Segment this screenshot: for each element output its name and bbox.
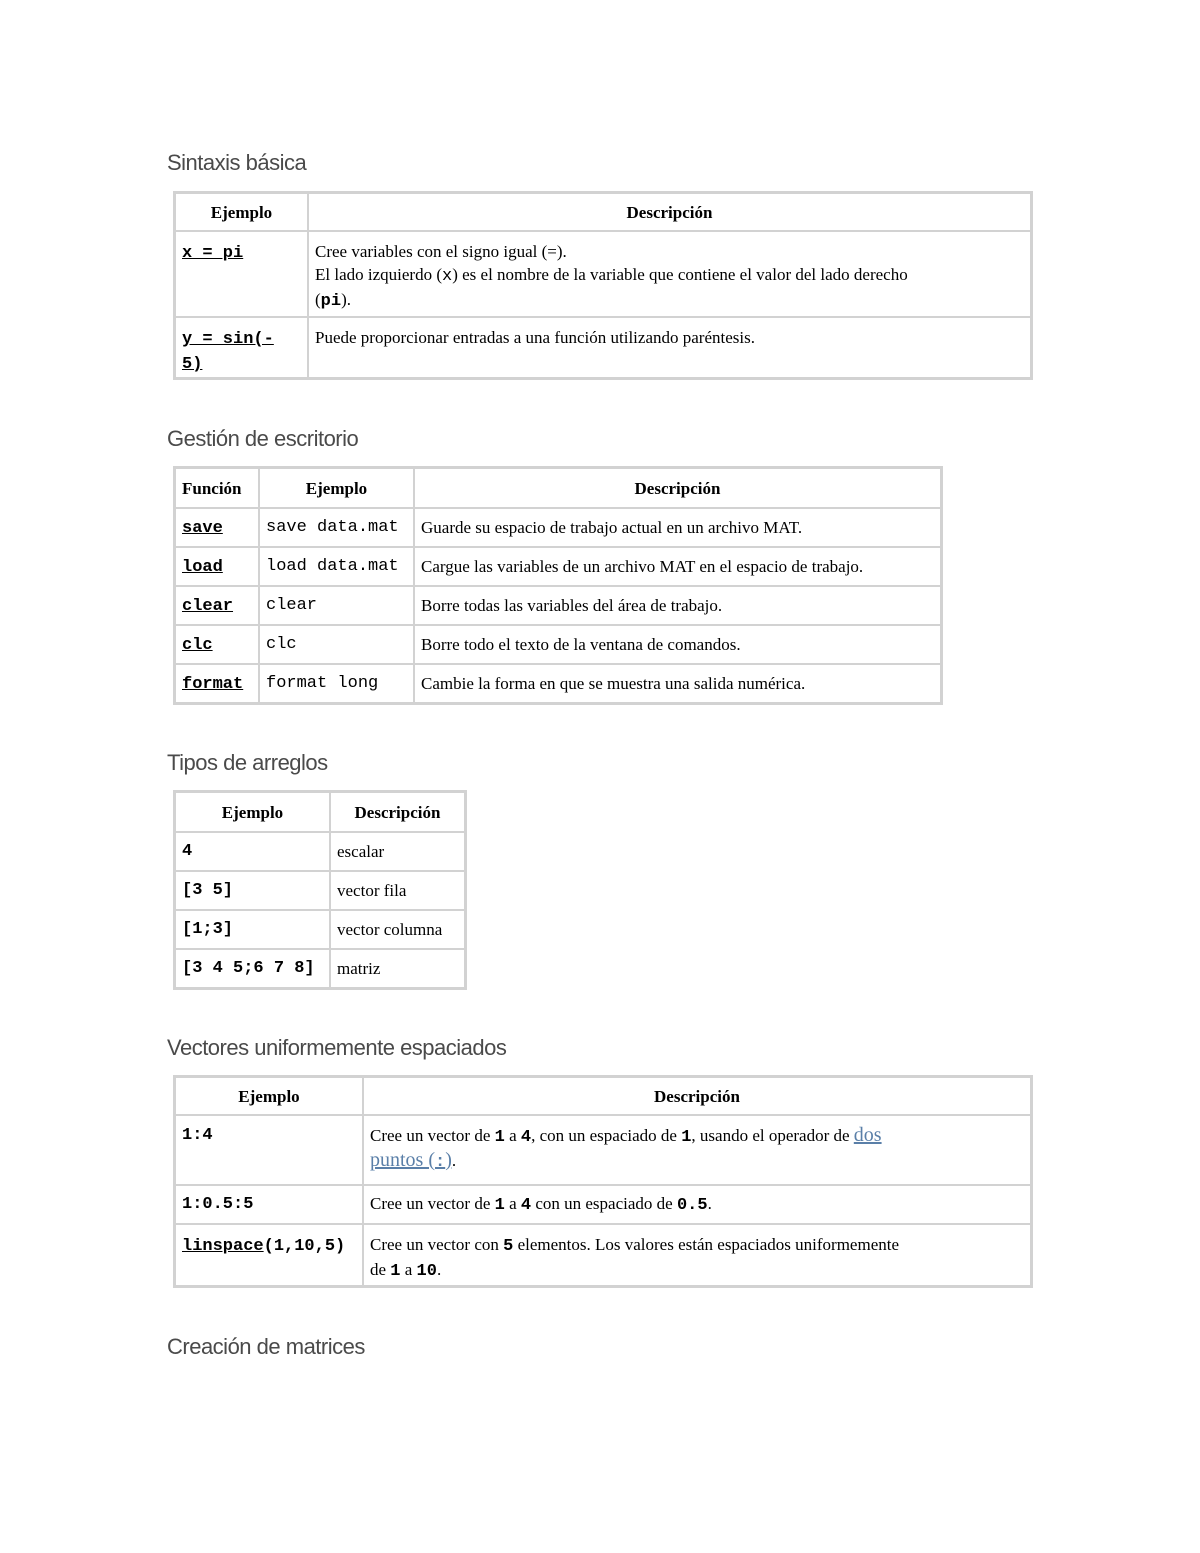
- description-cell: Cargue las variables de un archivo MAT en el espacio de trabajo.: [414, 547, 941, 586]
- table-row: [175, 910, 465, 949]
- section-title-evenly-spaced-vectors: Vectores uniformemente espaciados: [167, 1035, 507, 1060]
- example-cell: format long: [259, 664, 414, 703]
- example-cell: [3 5]: [175, 871, 330, 910]
- column-header-function: Función: [175, 468, 259, 508]
- description-cell: Cambie la forma en que se muestra una salida numérica.: [414, 664, 941, 703]
- function-clc-link[interactable]: clc: [182, 636, 213, 655]
- column-header-description: Descripción: [363, 1077, 1031, 1115]
- table-header-row: [175, 792, 465, 832]
- description-cell: matriz: [330, 949, 465, 988]
- description-cell: Cree un vector de 1 a 4 con un espaciado de 0.5.: [363, 1185, 1031, 1224]
- table-row: [175, 1185, 1031, 1224]
- function-save-link[interactable]: save: [182, 519, 223, 538]
- table-row: [175, 317, 1031, 378]
- array-types-table: [173, 790, 467, 990]
- table-row: [175, 508, 941, 547]
- desktop-management-table: [173, 466, 943, 705]
- column-header-example: Ejemplo: [175, 193, 308, 231]
- evenly-spaced-vectors-table: [173, 1075, 1033, 1288]
- example-sin-link[interactable]: y = sin(- 5): [182, 330, 274, 374]
- table-row: [175, 1224, 1031, 1286]
- section-title-desktop-management: Gestión de escritorio: [167, 426, 359, 451]
- function-format-link[interactable]: format: [182, 675, 244, 694]
- description-cell: escalar: [330, 832, 465, 871]
- example-cell: 1:0.5:5: [175, 1185, 363, 1224]
- table-header-row: [175, 1077, 1031, 1115]
- table-row: [175, 832, 465, 871]
- description-line: (pi).: [315, 290, 351, 311]
- section-title-matrix-creation: Creación de matrices: [167, 1334, 365, 1359]
- description-line: El lado izquierdo (x) es el nombre de la variable que contiene el valor del lado derecho: [315, 265, 908, 286]
- example-cell: save data.mat: [259, 508, 414, 547]
- linspace-link[interactable]: linspace: [182, 1237, 264, 1256]
- example-cell: linspace(1,10,5): [175, 1224, 363, 1286]
- table-row: [175, 1115, 1031, 1185]
- function-clear-link[interactable]: clear: [182, 597, 234, 616]
- column-header-description: Descripción: [414, 468, 941, 508]
- table-row: [175, 625, 941, 664]
- table-header-row: [175, 468, 941, 508]
- table-row: [175, 664, 941, 703]
- description-cell: Borre todas las variables del área de trabajo.: [414, 586, 941, 625]
- section-title-basic-syntax: Sintaxis básica: [167, 150, 307, 175]
- example-cell: clc: [259, 625, 414, 664]
- example-cell: clear: [259, 586, 414, 625]
- description-cell: vector fila: [330, 871, 465, 910]
- example-cell: [1;3]: [175, 910, 330, 949]
- column-header-description: Descripción: [330, 792, 465, 832]
- description-cell: Borre todo el texto de la ventana de comandos.: [414, 625, 941, 664]
- description-cell: Cree un vector de 1 a 4, con un espaciado de 1, usando el operador de dos puntos (:).: [363, 1115, 1031, 1185]
- colon-operator-link[interactable]: dos puntos (:): [370, 1124, 882, 1172]
- description-line: Cree variables con el signo igual (=).: [315, 242, 567, 261]
- column-header-description: Descripción: [308, 193, 1031, 231]
- example-cell: 1:4: [175, 1115, 363, 1185]
- description-cell: vector columna: [330, 910, 465, 949]
- table-row: [175, 547, 941, 586]
- example-x-pi-link[interactable]: x = pi: [182, 244, 244, 263]
- section-title-array-types: Tipos de arreglos: [167, 750, 328, 775]
- table-row: [175, 231, 1031, 317]
- example-cell: 4: [175, 832, 330, 871]
- column-header-example: Ejemplo: [175, 1077, 363, 1115]
- table-header-row: [175, 193, 1031, 231]
- column-header-example: Ejemplo: [175, 792, 330, 832]
- table-row: [175, 586, 941, 625]
- table-row: [175, 871, 465, 910]
- description-cell: Cree un vector con 5 elementos. Los valores están espaciados uniformemente de 1 a 10.: [363, 1224, 1031, 1286]
- example-cell: load data.mat: [259, 547, 414, 586]
- example-cell: [3 4 5;6 7 8]: [175, 949, 330, 988]
- table-row: [175, 949, 465, 988]
- column-header-example: Ejemplo: [259, 468, 414, 508]
- description-cell: Puede proporcionar entradas a una función utilizando paréntesis.: [308, 317, 1031, 378]
- description-cell: Guarde su espacio de trabajo actual en un archivo MAT.: [414, 508, 941, 547]
- function-load-link[interactable]: load: [182, 558, 223, 577]
- basic-syntax-table: [173, 191, 1033, 380]
